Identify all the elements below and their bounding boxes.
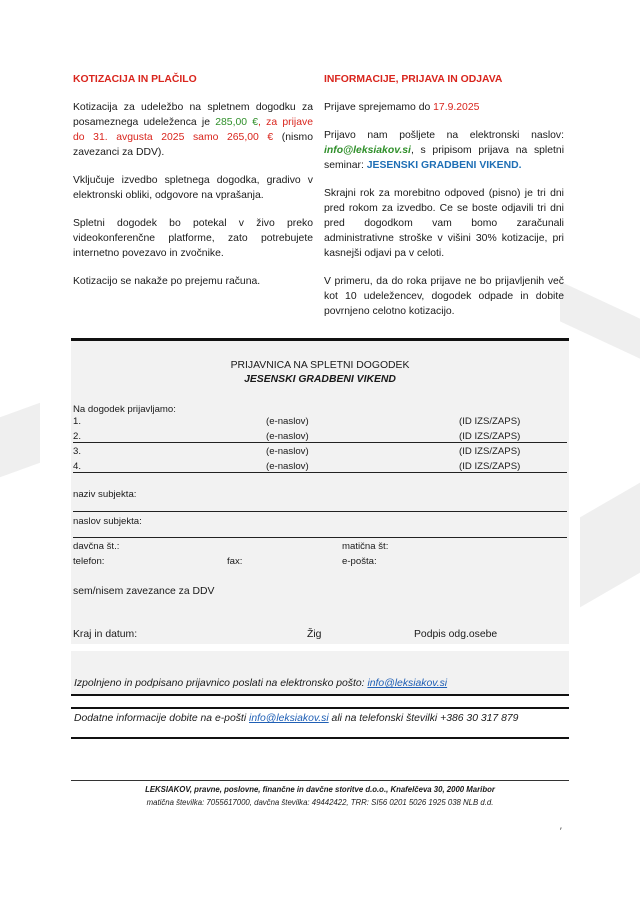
- background-shape: [580, 483, 640, 608]
- form-title: PRIJAVNICA NA SPLETNI DOGODEK: [230, 360, 410, 371]
- payment-section: [73, 72, 313, 302]
- participant-email-field[interactable]: (e-naslov): [266, 446, 309, 457]
- early-price: , za prijave do 31. avgusta 2025 samo 265,00 €: [73, 117, 313, 143]
- background-shape: [560, 281, 640, 358]
- corner-mark: ′: [560, 826, 562, 836]
- info-email-link[interactable]: info@leksiakov.si: [249, 713, 329, 724]
- phone-text: ali na telefonski številki +386 30 317 879: [328, 713, 519, 724]
- company-footer: [71, 780, 569, 809]
- participant-number: 4.: [73, 461, 82, 472]
- registration-number-field[interactable]: matična št:: [342, 541, 389, 552]
- vat-status[interactable]: sem/nisem zavezance za DDV: [73, 586, 215, 597]
- stamp-label: Žig: [307, 629, 322, 640]
- participant-id-field[interactable]: (ID IZS/ZAPS): [459, 461, 521, 472]
- deadline-date: 17.9.2025: [433, 102, 480, 113]
- payment-price-paragraph: Kotizacija za udeležbo na spletnem dogodku za posameznega udeleženca je 285,00 €, za prijave do 31. avgusta 2025 samo 265,00 € (nismo zavezanci za DDV).: [73, 102, 313, 158]
- company-registration-info: matična številka: 7055617000, davčna številka: 49442422, TRR: SI56 0201 5026 1925 038 NLB d.d.: [146, 798, 494, 807]
- row-divider: [73, 442, 567, 443]
- row-divider: [73, 472, 567, 473]
- participant-email-field[interactable]: (e-naslov): [266, 461, 309, 472]
- online-paragraph: Spletni dogodek bo potekal v živo preko videokonferenčne platforme, zato potrebujete internetno povezavo in zvočnike.: [73, 218, 313, 259]
- email-paragraph: Prijavo nam pošljete na elektronski naslov: info@leksiakov.si, s pripisom prijava na spletni seminar: JESENSKI GRADBENI VIKEND.: [324, 130, 564, 171]
- signature-field[interactable]: Podpis odg.osebe: [414, 629, 498, 640]
- registration-info-section: [324, 72, 564, 332]
- registration-form: [71, 338, 569, 644]
- submission-text: Izpolnjeno in podpisano prijavnico poslati na elektronsko pošto:: [74, 678, 368, 689]
- payment-note: Kotizacijo se nakaže po prejemu računa.: [73, 276, 261, 287]
- price-value: 285,00 €: [215, 117, 259, 128]
- form-title-block: [71, 359, 569, 387]
- participant-id-field[interactable]: (ID IZS/ZAPS): [459, 431, 521, 442]
- event-name: JESENSKI GRADBENI VIKEND.: [366, 160, 522, 171]
- form-subtitle: JESENSKI GRADBENI VIKEND: [244, 374, 396, 385]
- includes-paragraph: Vključuje izvedbo spletnega dogodka, gradivo v elektronski obliki, odgovore na vprašanja.: [73, 175, 313, 201]
- subject-name-field[interactable]: naziv subjekta:: [73, 489, 137, 500]
- email-field[interactable]: e-pošta:: [342, 556, 377, 567]
- contact-email[interactable]: info@leksiakov.si: [324, 145, 411, 156]
- tax-number-field[interactable]: davčna št.:: [73, 541, 120, 552]
- registration-heading: INFORMACIJE, PRIJAVA IN ODJAVA: [324, 74, 503, 85]
- place-date-field[interactable]: Kraj in datum:: [73, 629, 138, 640]
- additional-info-text: Dodatne informacije dobite na e-pošti: [74, 713, 250, 724]
- submission-email-link[interactable]: info@leksiakov.si: [367, 678, 448, 689]
- phone-field[interactable]: telefon:: [73, 556, 105, 567]
- payment-heading: KOTIZACIJA IN PLAČILO: [73, 74, 197, 85]
- participant-email-field[interactable]: (e-naslov): [266, 431, 309, 442]
- minimum-participants-paragraph: V primeru, da do roka prijave ne bo prijavljenih več kot 10 udeležencev, dogodek odpade in dobite povrnjeno celotno kotizacijo.: [324, 276, 564, 317]
- fax-field[interactable]: fax:: [227, 556, 243, 567]
- field-divider: [73, 511, 567, 512]
- field-divider: [73, 537, 567, 538]
- participant-id-field[interactable]: (ID IZS/ZAPS): [459, 416, 521, 427]
- company-name-address: LEKSIAKOV, pravne, poslovne, finančne in davčne storitve d.o.o., Knafelčeva 30, 2000 Maribor: [145, 785, 495, 794]
- additional-info-box: [71, 707, 569, 739]
- participant-number: 2.: [73, 431, 82, 442]
- form-intro: Na dogodek prijavljamo:: [73, 404, 176, 415]
- deadline-paragraph: Prijave sprejemamo do 17.9.2025: [324, 102, 480, 113]
- participant-number: 3.: [73, 446, 82, 457]
- subject-address-field[interactable]: naslov subjekta:: [73, 516, 142, 527]
- participant-email-field[interactable]: (e-naslov): [266, 416, 309, 427]
- submission-instructions: [71, 651, 569, 696]
- background-shape: [0, 403, 40, 478]
- participant-id-field[interactable]: (ID IZS/ZAPS): [459, 446, 521, 457]
- participant-number: 1.: [73, 416, 82, 427]
- cancellation-paragraph: Skrajni rok za morebitno odpoved (pisno) je tri dni pred rokom za izvedbo. Ce se boste odjavili tri dni pred dogodkom vam bomo zaračunali administrativne stroške v višini 30% kotizacije, pri kasnejši odjavi pa v celoti.: [324, 188, 564, 259]
